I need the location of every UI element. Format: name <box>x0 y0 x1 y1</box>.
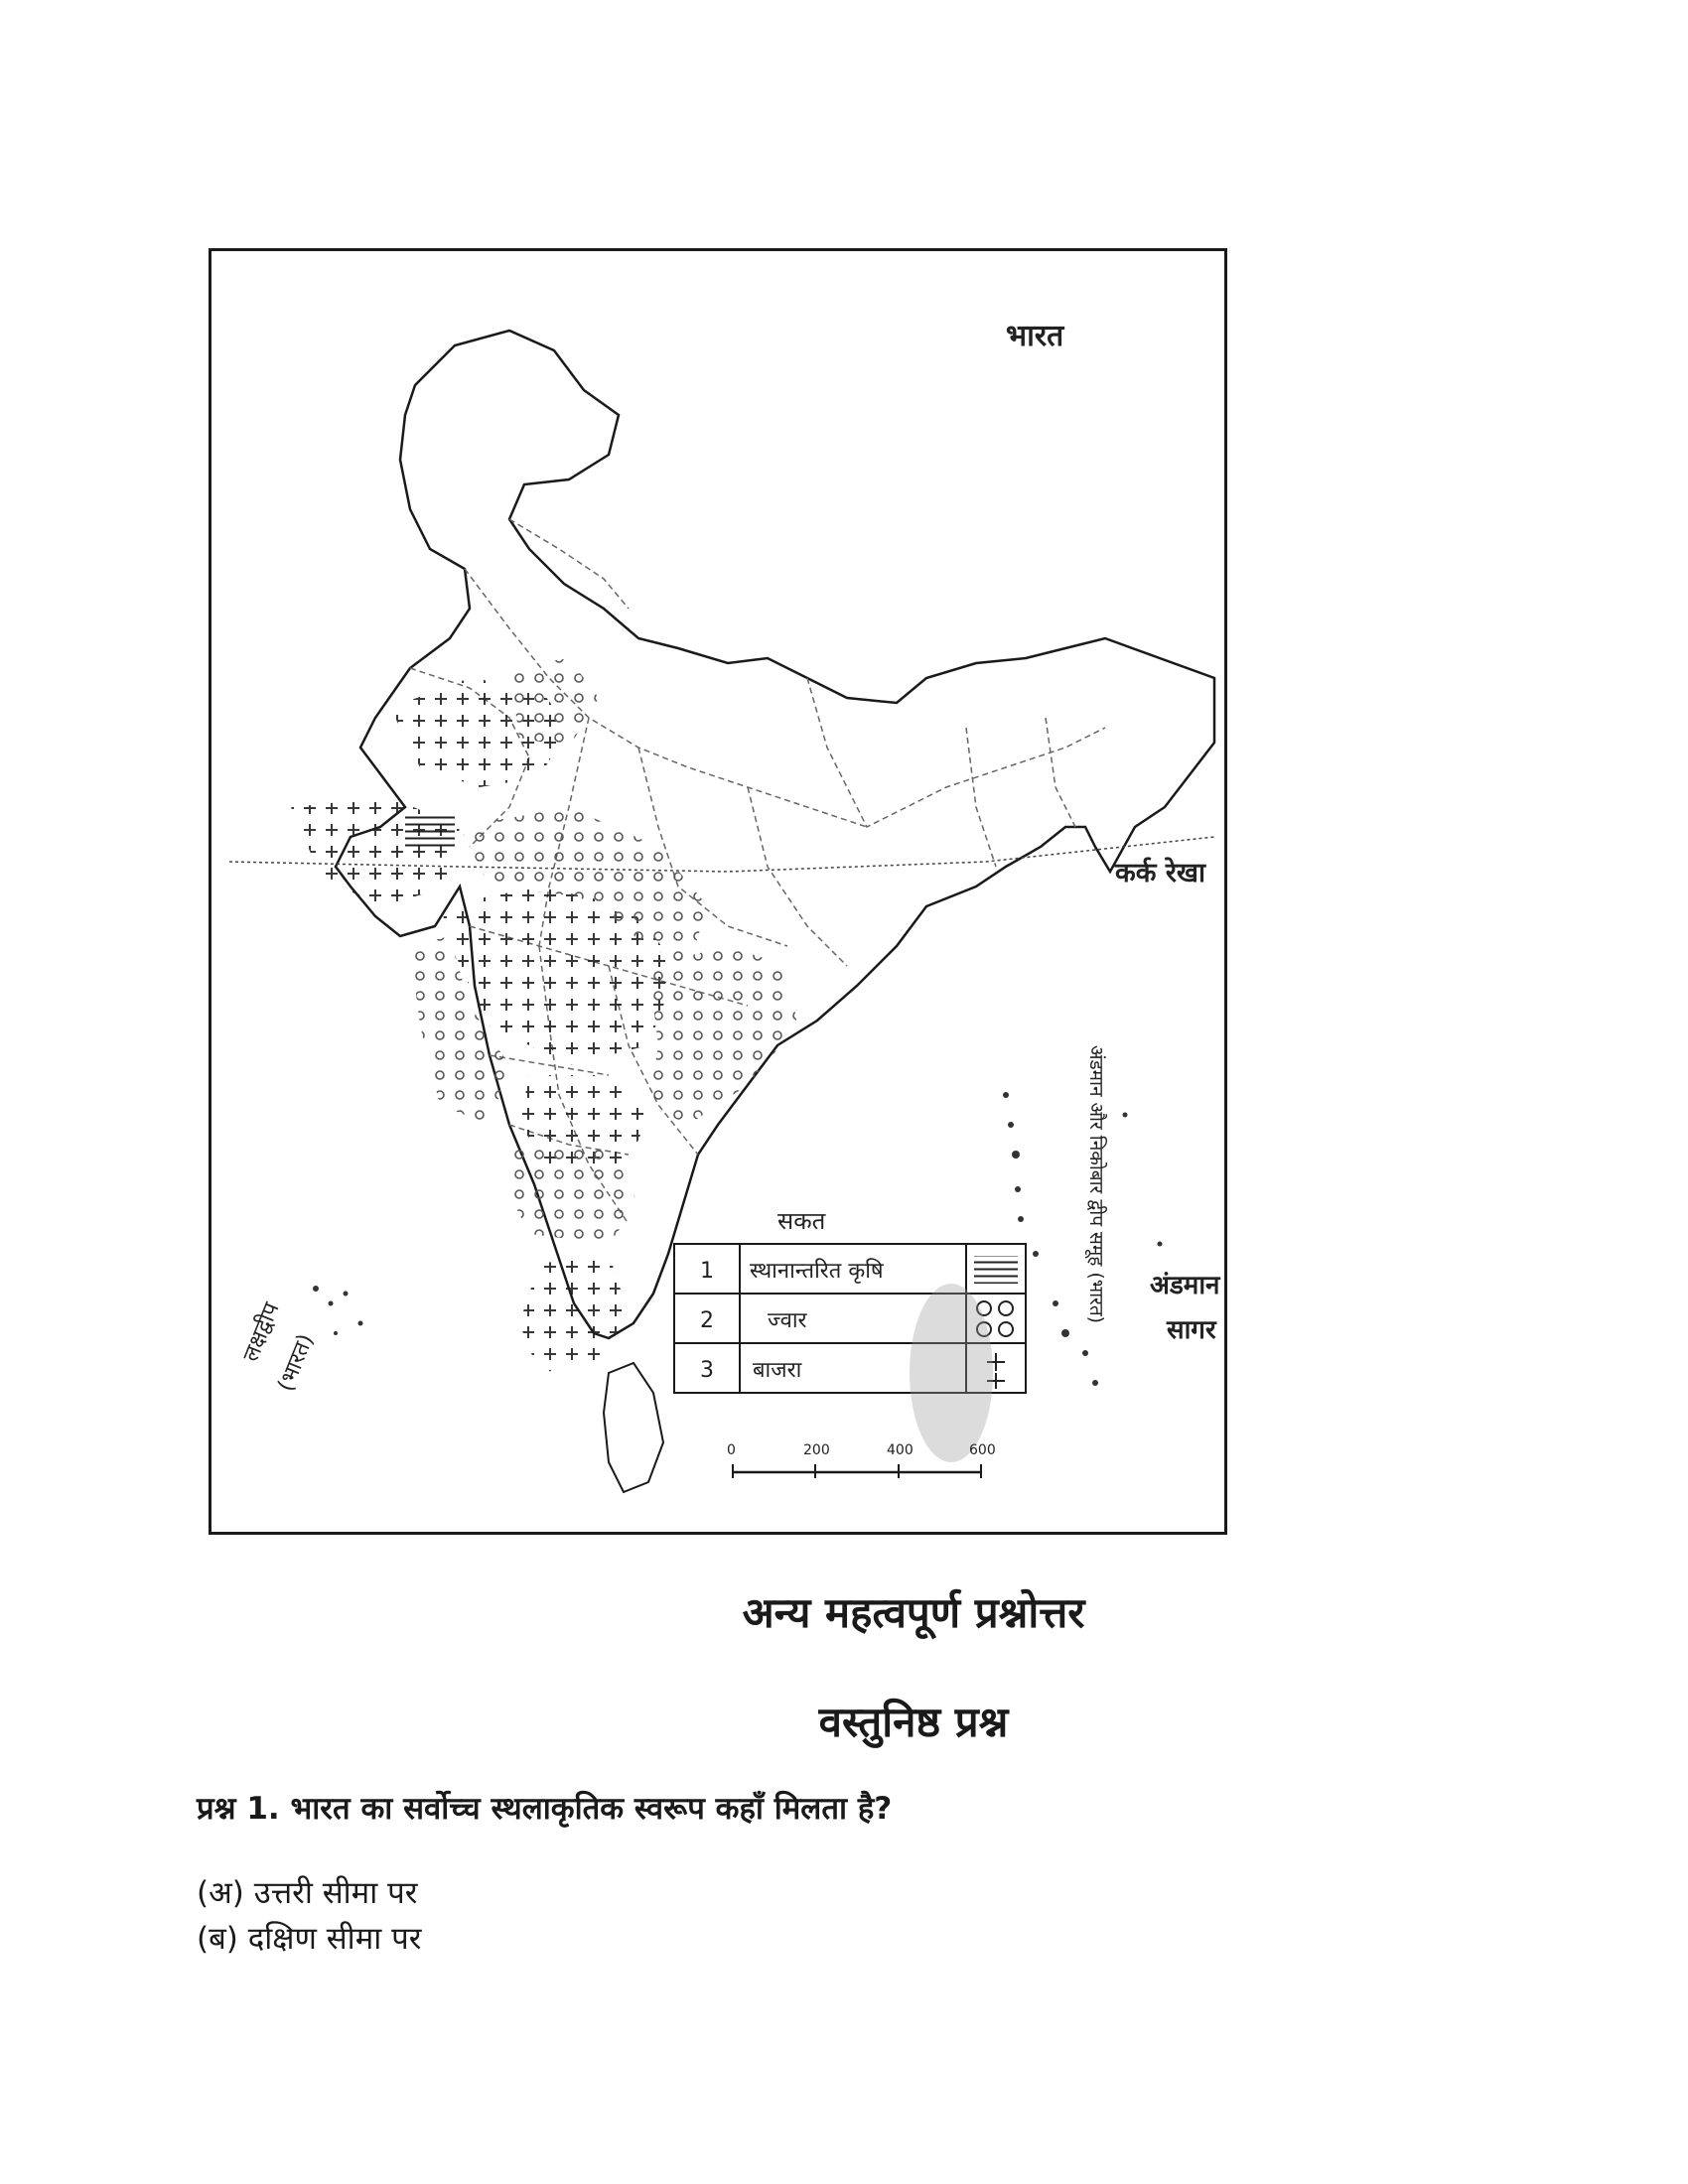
lakshadweep-islands <box>313 1286 363 1335</box>
legend-row-3-label: बाजरा <box>753 1358 802 1383</box>
map-legend <box>674 1207 1026 1462</box>
question-1: प्रश्न 1. भारत का सर्वोच्च स्थलाकृतिक स्वरूप कहाँ मिलता है? <box>197 1791 893 1827</box>
andaman-nicobar-islands <box>1003 1092 1163 1386</box>
country-label: भारत <box>1006 319 1064 353</box>
scale-400: 400 <box>887 1442 914 1458</box>
lakshadweep-label: लक्षद्वीप <box>238 1298 285 1366</box>
legend-row-2-label: ज्वार <box>768 1308 807 1333</box>
india-map <box>211 251 1224 1532</box>
legend-row-1-label: स्थानान्तरित कृषि <box>750 1259 884 1284</box>
fingerprint-smudge <box>910 1284 993 1462</box>
legend-lines-symbol <box>974 1256 1018 1284</box>
section-heading: अन्य महत्वपूर्ण प्रश्नोत्तर <box>742 1588 1085 1637</box>
lakshadweep-sub: (भारत) <box>273 1330 319 1396</box>
sea-label-2: सागर <box>1167 1315 1216 1345</box>
scale-600: 600 <box>969 1442 996 1458</box>
tropic-label: कर्क रेखा <box>1115 858 1205 888</box>
sri-lanka-outline <box>604 1363 663 1492</box>
section-subheading: वस्तुनिष्ठ प्रश्न <box>818 1698 1009 1746</box>
legend-row-3-num: 3 <box>700 1358 714 1383</box>
option-a: (अ) उत्तरी सीमा पर <box>197 1875 418 1911</box>
sea-label-1: अंडमान <box>1150 1271 1220 1300</box>
bajra-regions <box>291 678 678 1373</box>
option-b: (ब) दक्षिण सीमा पर <box>197 1921 422 1957</box>
shifting-cultivation-patch <box>405 812 455 850</box>
legend-row-1-num: 1 <box>700 1259 714 1284</box>
scale-0: 0 <box>727 1442 736 1458</box>
legend-row-2-num: 2 <box>700 1308 714 1333</box>
legend-title: सकत <box>777 1207 826 1235</box>
scale-200: 200 <box>803 1442 830 1458</box>
map-figure <box>209 248 1227 1535</box>
islands-label: अंडमान और निकोबार द्वीप समूह (भारत) <box>1085 1045 1107 1324</box>
